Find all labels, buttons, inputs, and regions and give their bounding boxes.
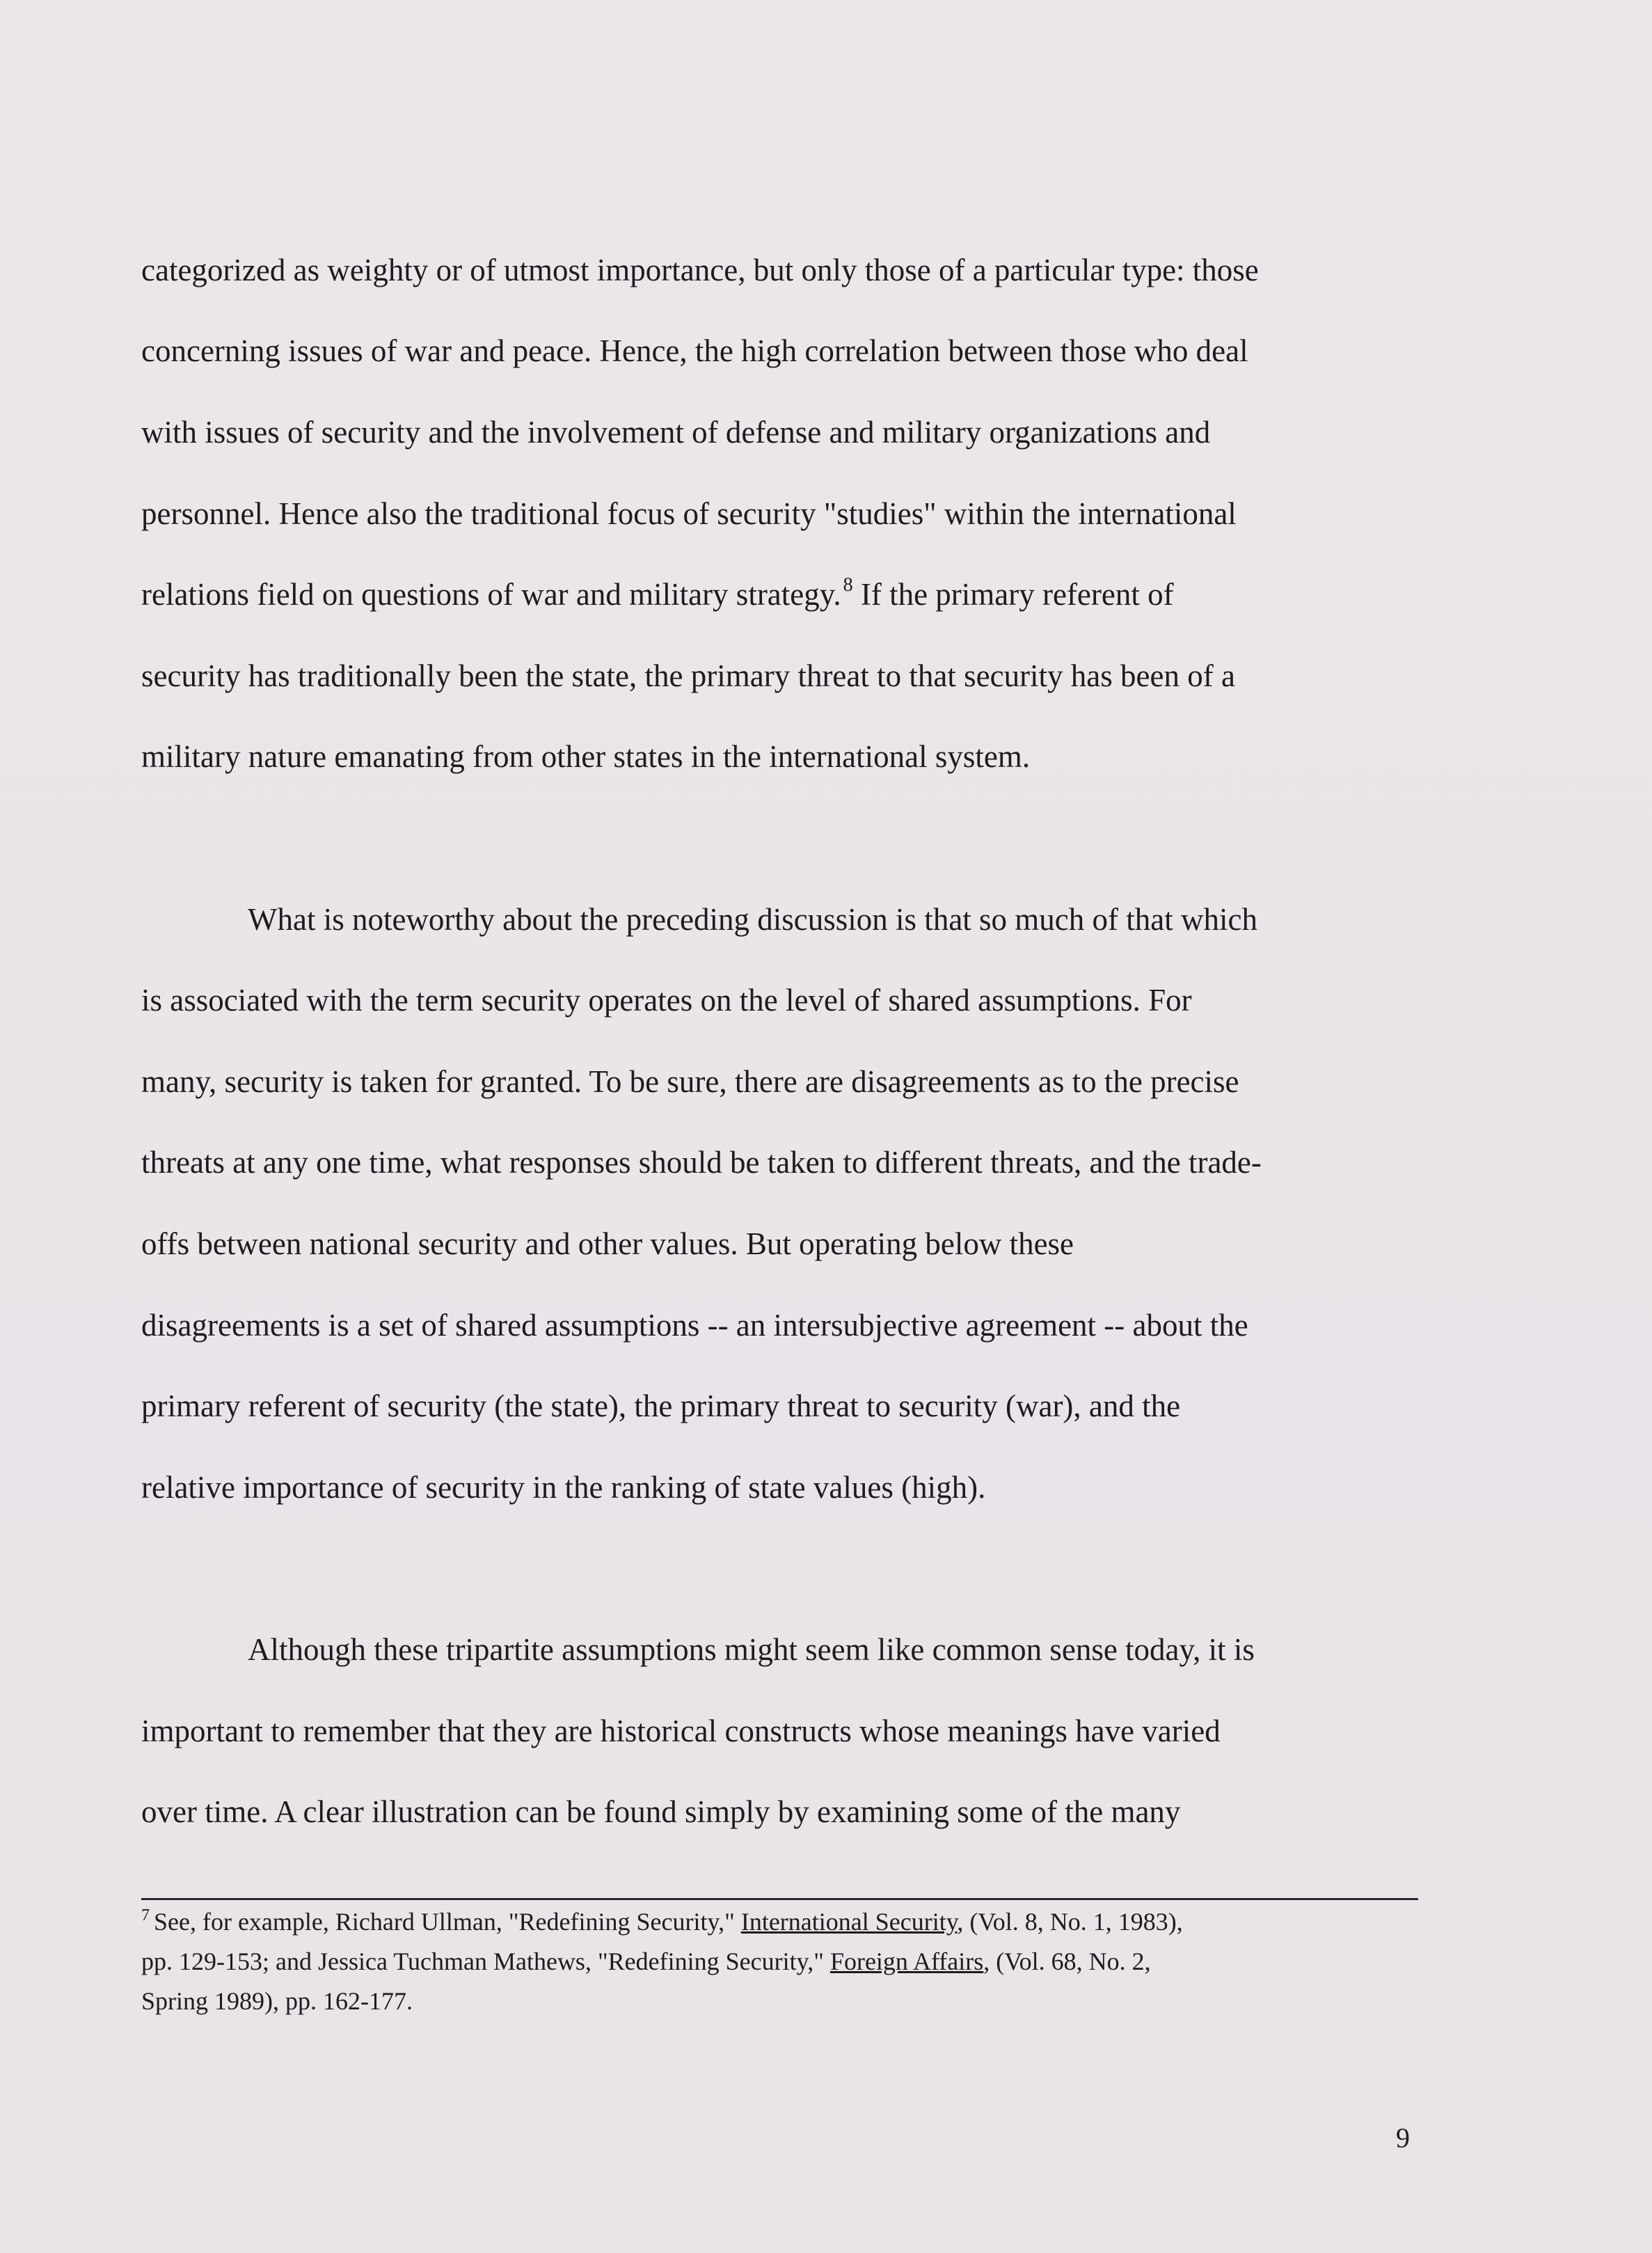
footnote-text: , (Vol. 8, No. 1, 1983),	[957, 1908, 1183, 1936]
body-line: concerning issues of war and peace. Hence, the high correlation between those who deal	[141, 333, 1248, 368]
footnote-reference: 8	[843, 574, 853, 596]
footnote-journal-title: Foreign Affairs	[829, 1947, 984, 1975]
footnote-text: pp. 129-153; and Jessica Tuchman Mathews, "Redefining Security,"	[141, 1947, 830, 1975]
footnote-line	[141, 1945, 1151, 1977]
footnote-number: 7	[141, 1906, 150, 1924]
body-text: relations field on questions of war and military strategy.	[141, 577, 841, 612]
body-line: primary referent of security (the state), the primary threat to security (war), and the	[141, 1389, 1181, 1423]
footnote-line	[141, 1906, 1183, 1941]
footnote-separator	[141, 1898, 1418, 1900]
body-line: threats at any one time, what responses should be taken to different threats, and the trade-	[141, 1145, 1262, 1180]
body-line: relative importance of security in the ranking of state values (high).	[141, 1470, 986, 1505]
body-line: Although these tripartite assumptions might seem like common sense today, it is	[248, 1632, 1255, 1667]
body-line: disagreements is a set of shared assumptions -- an intersubjective agreement -- about the	[141, 1308, 1248, 1343]
footnote-text: , (Vol. 68, No. 2,	[983, 1947, 1151, 1975]
page-number: 9	[1396, 2122, 1410, 2153]
body-line: with issues of security and the involvement of defense and military organizations and	[141, 415, 1211, 450]
body-line: over time. A clear illustration can be found simply by examining some of the many	[141, 1794, 1181, 1829]
body-line: offs between national security and other values. But operating below these	[141, 1226, 1074, 1261]
body-line: personnel. Hence also the traditional focus of security "studies" within the international	[141, 496, 1237, 531]
footnote-text: See, for example, Richard Ullman, "Redefining Security,"	[154, 1908, 741, 1936]
footnote-line: Spring 1989), pp. 162-177.	[141, 1987, 413, 2015]
body-line: many, security is taken for granted. To be sure, there are disagreements as to the precise	[141, 1064, 1239, 1099]
body-line-with-footnote	[141, 574, 1174, 620]
body-line: important to remember that they are historical constructs whose meanings have varied	[141, 1714, 1221, 1748]
body-line: military nature emanating from other states in the international system.	[141, 739, 1031, 774]
body-line: is associated with the term security operates on the level of shared assumptions. For	[141, 983, 1192, 1018]
body-text: If the primary referent of	[852, 577, 1174, 612]
footnote-journal-title: International Security	[740, 1908, 958, 1936]
body-line: What is noteworthy about the preceding discussion is that so much of that which	[248, 902, 1257, 937]
body-line: categorized as weighty or of utmost importance, but only those of a particular type: those	[141, 253, 1259, 287]
body-line: security has traditionally been the state, the primary threat to that security has been of a	[141, 658, 1235, 693]
